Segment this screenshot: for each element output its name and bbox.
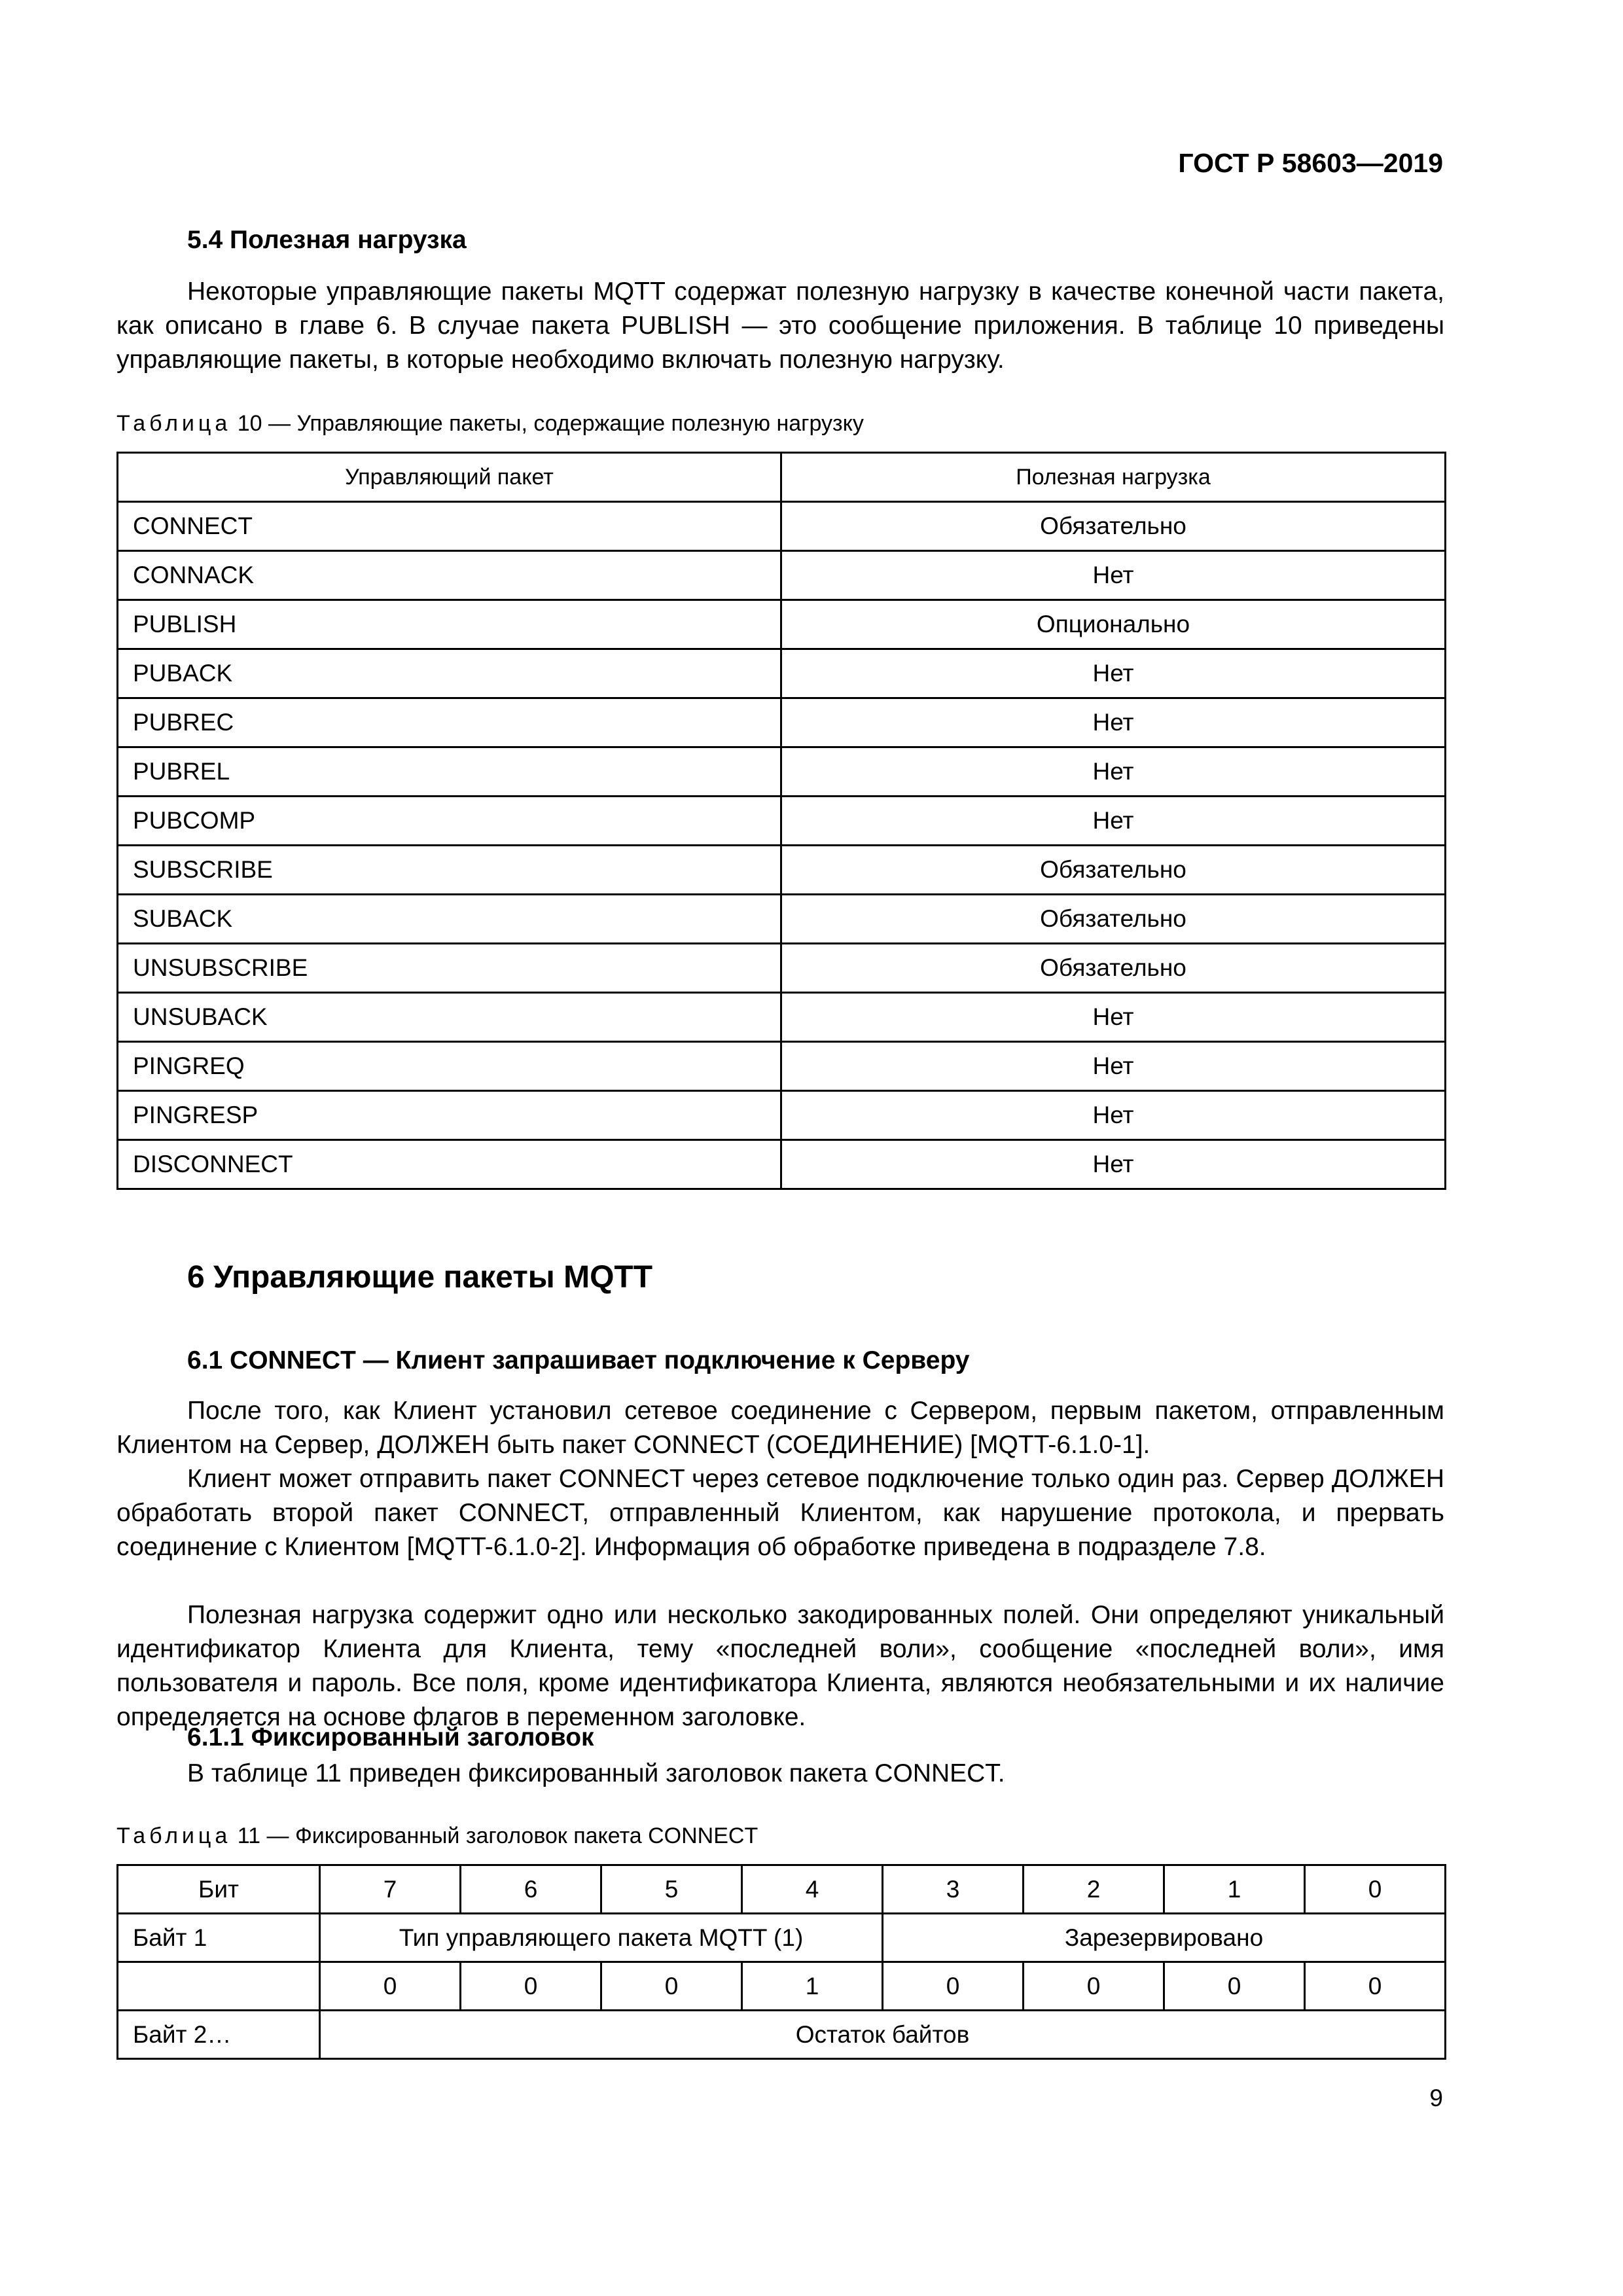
bit-cell: 5 bbox=[601, 1865, 742, 1914]
section-6-1-paragraph-3: Полезная нагрузка содержит одно или несколько закодированных полей. Они определяют уникальный идентификатор Клиента для Клиента, тему «последней воли», сообщение «последней воли», имя пользователя и пароль. Все поля, кроме идентификатора Клиента, являются необязательными и их наличие определяется на основе флагов в переменном заголовке. bbox=[116, 1601, 1444, 1731]
packet-name-cell: PUBCOMP bbox=[118, 797, 781, 846]
table-row bbox=[118, 1042, 1446, 1091]
packet-name-cell: SUBSCRIBE bbox=[118, 846, 781, 895]
table-row bbox=[118, 944, 1446, 993]
packet-name-cell: DISCONNECT bbox=[118, 1140, 781, 1189]
section-6-1-1-paragraph: В таблице 11 приведен фиксированный заголовок пакета CONNECT. bbox=[187, 1759, 1005, 1787]
packet-name-cell: PINGREQ bbox=[118, 1042, 781, 1091]
payload-cell: Нет bbox=[781, 1091, 1446, 1140]
payload-cell: Обязательно bbox=[781, 502, 1446, 551]
packet-name-cell: PUBREC bbox=[118, 698, 781, 747]
bit-cell: 7 bbox=[320, 1865, 461, 1914]
payload-cell: Обязательно bbox=[781, 846, 1446, 895]
payload-cell: Обязательно bbox=[781, 944, 1446, 993]
table10-caption: Таблица 10 — Управляющие пакеты, содержащие полезную нагрузку bbox=[116, 411, 864, 436]
byte2-row bbox=[118, 2011, 1446, 2059]
payload-cell: Нет bbox=[781, 1042, 1446, 1091]
empty-cell bbox=[118, 1962, 320, 2011]
payload-cell: Обязательно bbox=[781, 895, 1446, 944]
bit-value-cell: 0 bbox=[320, 1962, 461, 2011]
header-payload: Полезная нагрузка bbox=[781, 453, 1446, 502]
standard-code: ГОСТ Р 58603—2019 bbox=[1178, 148, 1443, 178]
table-row bbox=[118, 1140, 1446, 1189]
packet-name-cell: UNSUBSCRIBE bbox=[118, 944, 781, 993]
byte1-values-row bbox=[118, 1962, 1446, 2011]
packet-name-cell: PUBREL bbox=[118, 747, 781, 797]
section-5-4-heading: 5.4 Полезная нагрузка bbox=[187, 226, 467, 254]
remaining-length-cell: Остаток байтов bbox=[320, 2011, 1446, 2059]
table-row bbox=[118, 846, 1446, 895]
section-6-1-paragraph-2: Клиент может отправить пакет CONNECT через сетевое подключение только один раз. Сервер ДОЛЖЕН обработать второй пакет CONNECT, отправленный Клиентом, как нарушение протокола, и прервать соединение с Клиентом [MQTT-6.1.0-2]. Информация об обработке приведена в подразделе 7.8. bbox=[116, 1465, 1444, 1561]
byte1-row bbox=[118, 1914, 1446, 1962]
bit-cell: 4 bbox=[742, 1865, 883, 1914]
bit-cell: 2 bbox=[1024, 1865, 1164, 1914]
payload-cell: Нет bbox=[781, 551, 1446, 600]
table11-caption: Таблица 11 — Фиксированный заголовок пакета CONNECT bbox=[116, 1823, 758, 1848]
page-number: 9 bbox=[1429, 2085, 1443, 2111]
bit-value-cell: 0 bbox=[601, 1962, 742, 2011]
bit-label: Бит bbox=[118, 1865, 320, 1914]
table-row bbox=[118, 1091, 1446, 1140]
payload-cell: Нет bbox=[781, 747, 1446, 797]
byte1-label: Байт 1 bbox=[118, 1914, 320, 1962]
payload-table bbox=[116, 452, 1446, 1190]
table-row bbox=[118, 797, 1446, 846]
packet-name-cell: UNSUBACK bbox=[118, 993, 781, 1042]
header-control-packet: Управляющий пакет bbox=[118, 453, 781, 502]
payload-cell: Нет bbox=[781, 649, 1446, 698]
table-header-row bbox=[118, 453, 1446, 502]
table-row bbox=[118, 993, 1446, 1042]
payload-cell: Опционально bbox=[781, 600, 1446, 649]
bit-row bbox=[118, 1865, 1446, 1914]
section-5-4-paragraph: Некоторые управляющие пакеты MQTT содержат полезную нагрузку в качестве конечной части пакета, как описано в главе 6. В случае пакета PUBLISH — это сообщение приложения. В таблице 10 приведены управляющие пакеты, в которые необходимо включать полезную нагрузку. bbox=[116, 278, 1444, 374]
payload-cell: Нет bbox=[781, 1140, 1446, 1189]
bit-cell: 3 bbox=[883, 1865, 1024, 1914]
section-6-1-heading: 6.1 CONNECT — Клиент запрашивает подключение к Серверу bbox=[187, 1346, 970, 1374]
reserved-cell: Зарезервировано bbox=[883, 1914, 1446, 1962]
payload-cell: Нет bbox=[781, 797, 1446, 846]
bit-cell: 1 bbox=[1164, 1865, 1305, 1914]
payload-cell: Нет bbox=[781, 698, 1446, 747]
table-row bbox=[118, 551, 1446, 600]
section-6-heading: 6 Управляющие пакеты MQTT bbox=[187, 1260, 653, 1295]
bit-value-cell: 0 bbox=[1305, 1962, 1446, 2011]
bit-cell: 6 bbox=[461, 1865, 601, 1914]
packet-type-cell: Тип управляющего пакета MQTT (1) bbox=[320, 1914, 883, 1962]
bit-cell: 0 bbox=[1305, 1865, 1446, 1914]
bit-value-cell: 0 bbox=[883, 1962, 1024, 2011]
packet-name-cell: PUBACK bbox=[118, 649, 781, 698]
table-row bbox=[118, 698, 1446, 747]
bit-value-cell: 0 bbox=[1024, 1962, 1164, 2011]
bit-value-cell: 1 bbox=[742, 1962, 883, 2011]
table-row bbox=[118, 600, 1446, 649]
table-row bbox=[118, 895, 1446, 944]
packet-name-cell: PINGRESP bbox=[118, 1091, 781, 1140]
section-6-1-1-heading: 6.1.1 Фиксированный заголовок bbox=[187, 1723, 594, 1751]
packet-name-cell: CONNECT bbox=[118, 502, 781, 551]
bit-value-cell: 0 bbox=[461, 1962, 601, 2011]
bit-value-cell: 0 bbox=[1164, 1962, 1305, 2011]
packet-name-cell: CONNACK bbox=[118, 551, 781, 600]
packet-name-cell: SUBACK bbox=[118, 895, 781, 944]
table-row bbox=[118, 502, 1446, 551]
payload-cell: Нет bbox=[781, 993, 1446, 1042]
packet-name-cell: PUBLISH bbox=[118, 600, 781, 649]
section-6-1-paragraph-1: После того, как Клиент установил сетевое соединение с Сервером, первым пакетом, отправленным Клиентом на Сервер, ДОЛЖЕН быть пакет CONNECT (СОЕДИНЕНИЕ) [MQTT-6.1.0-1]. bbox=[116, 1397, 1444, 1459]
byte2-label: Байт 2… bbox=[118, 2011, 320, 2059]
table-row bbox=[118, 649, 1446, 698]
fixed-header-table bbox=[116, 1864, 1446, 2060]
table-row bbox=[118, 747, 1446, 797]
